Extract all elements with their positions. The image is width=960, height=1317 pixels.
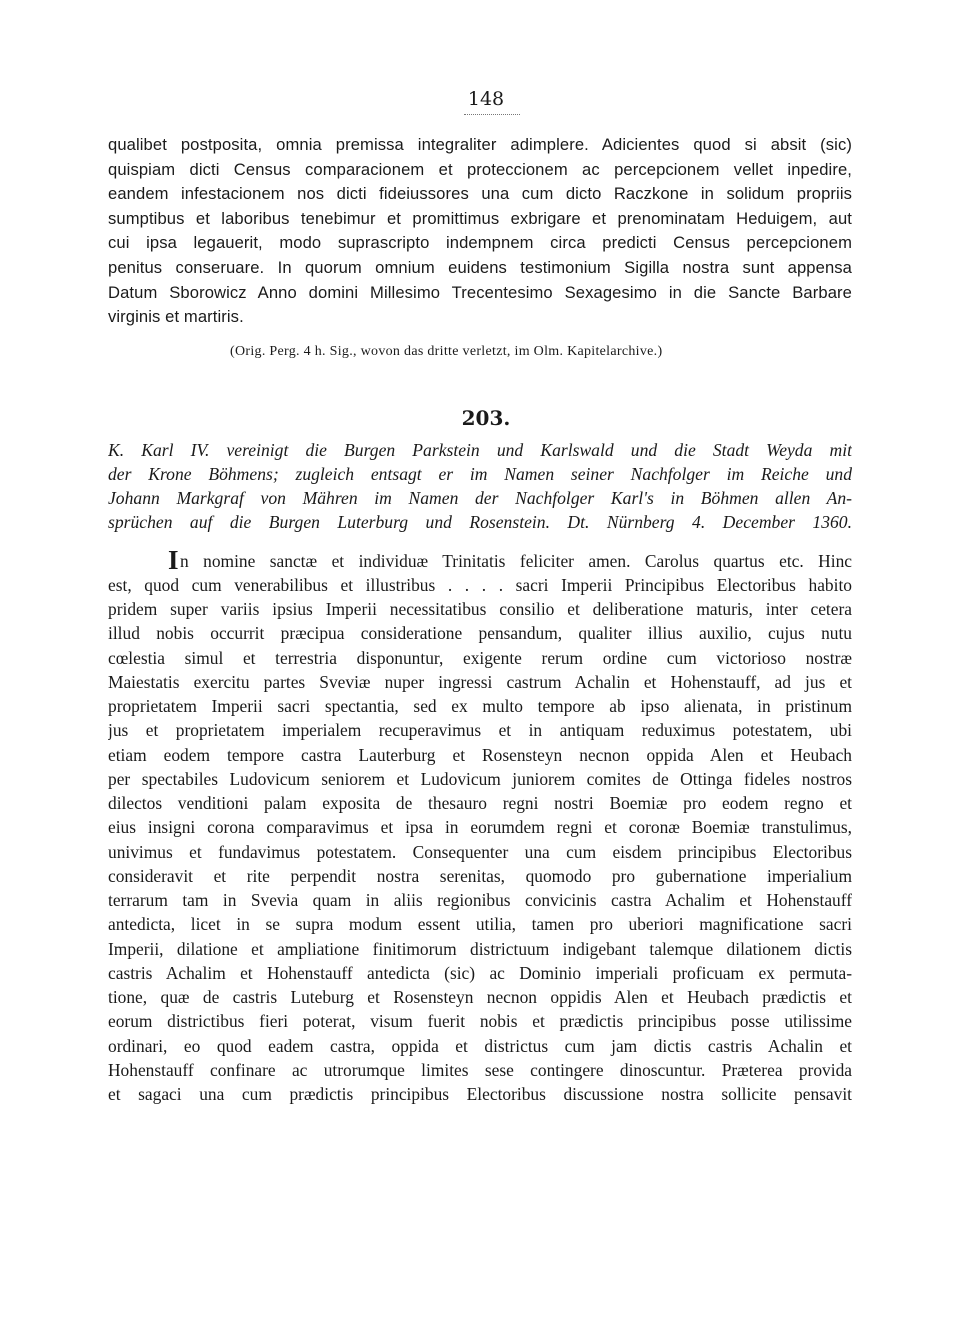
text-line: qualibet postposita, omnia premissa integraliter adimplere. Adicientes quod si absit (sic) <box>108 135 852 154</box>
regest-line: Johann Markgraf von Mähren im Namen der Nachfolger Karl's in Böhmen allen An- <box>108 488 852 509</box>
body-line: Imperii, dilatione et ampliatione finitimorum districtuum indigebant talemque dilationem dictis <box>108 938 852 959</box>
body-line: est, quod cum venerabilibus et illustribus . . . . sacri Imperii Principibus Electoribus habito <box>108 574 852 595</box>
document-number: 203. <box>461 405 511 430</box>
text-line: penitus conseruare. In quorum omnium euidens testimonium Sigilla nostra sunt appensa <box>108 257 852 277</box>
body-line: proprietatem Imperii sacri spectantia, sed ex multo tempore ab ipso alienata, in pristinum <box>108 696 852 717</box>
text-line: eandem infestacionem nos dicti fideiussores una cum dicto Raczkone in solidum propriis <box>108 184 852 204</box>
regest-line: sprüchen auf die Burgen Luterburg und Rosenstein. Dt. Nürnberg 4. December 1360. <box>108 512 852 533</box>
body-first-line <box>108 549 852 573</box>
body-line: et sagaci una cum prædictis principibus Electoribus discussione nostra sollicite pensavit <box>108 1084 852 1105</box>
document-page <box>108 88 852 1106</box>
body-line: univimus et fundavimus potestatem. Consequenter una cum eisdem principibus Electoribus <box>108 841 852 862</box>
body-line: eius insigni corona comparavimus et ipsa in eorumdem regni et coronæ Boemiæ transtulimus, <box>108 817 852 838</box>
text-line: cui ipsa legauerit, modo suprascripto indempnem circa predicti Census percepcionem <box>108 233 852 253</box>
body-line: antedicta, licet in se supra modum essent utilia, tamen pro uberiori magnificatione sacri <box>108 914 852 935</box>
body-line: Maiestatis exercitu partes Sveviæ nuper ingressi castrum Achalin et Hohenstauff, ad jus et <box>108 671 852 692</box>
body-line: etiam eodem tempore castra Lauterburg et Rosensteyn necnon oppida Alen et Heubach <box>108 744 852 765</box>
regest-line: K. Karl IV. vereinigt die Burgen Parkstein und Karlswald und die Stadt Weyda mit <box>108 439 852 460</box>
regest-line: der Krone Böhmens; zugleich entsagt er im Namen seiner Nachfolger im Reiche und <box>108 463 852 484</box>
body-line: tione, quæ de castris Luteburg et Rosensteyn necnon oppidis Alen et Heubach prædictis et <box>108 987 852 1008</box>
body-line: jus et proprietatem imperialem recuperavimus et in antiquam reduximus potestatem, ubi <box>108 720 852 741</box>
body-line: ordinari, eo quod eadem castra, oppida et districtus cum jam dictis castris Achalin et <box>108 1035 852 1056</box>
page-number-rule <box>464 114 520 115</box>
text-line: virginis et martiris. <box>108 307 244 327</box>
body-line: eorum districtibus fieri poterat, visum fuerit nobis et prædictis principibus posse utilissime <box>108 1011 852 1032</box>
text-line: Datum Sborowicz Anno domini Millesimo Trecentesimo Sexagesimo in die Sancte Barbare <box>108 282 852 302</box>
first-line-text: n nomine sanctæ et individuæ Trinitatis feliciter amen. Carolus quartus etc. Hinc <box>180 550 852 571</box>
text-line: sumptibus et laboribus tenebimur et promittimus exbrigare et prenominatam Heduigem, aut <box>108 208 852 228</box>
body-line: cœlestia simul et terrestria disponuntur, exigente rerum ordine cum victorioso nostræ <box>108 647 852 668</box>
body-line: dilectos venditioni palam exposita de thesauro regni nostri Boemiæ pro eodem regno et <box>108 793 852 814</box>
body-line: Hohenstauff confinare ac utrorumque limites sese contingere dinoscuntur. Præterea provida <box>108 1059 852 1080</box>
document-regest <box>108 438 852 535</box>
previous-document-text <box>108 133 852 330</box>
initial-letter: I <box>168 548 179 573</box>
body-line: castris Achalim et Hohenstauff antedicta (sic) ac Dominio imperiali proficuam ex permuta- <box>108 962 852 983</box>
source-note: (Orig. Perg. 4 h. Sig., wovon das dritte verletzt, im Olm. Kapitelarchive.) <box>230 343 663 359</box>
text-line: quispiam dicti Census comparacionem et proteccionem ac percepcionem vellet inpedire, <box>108 159 852 179</box>
body-line: pridem super variis ipsius Imperii necessitatibus consilio et deliberatione maturis, inter cetera <box>108 599 852 620</box>
body-line: terrarum tam in Svevia quam in aliis regionibus convicinis castra Achalim et Hohenstauff <box>108 890 852 911</box>
body-line: illud nobis occurrit præcipua consideratione pensandum, qualiter illius auxilio, cujus nutu <box>108 623 852 644</box>
page-number: 148 <box>467 88 505 110</box>
body-line: per spectabiles Ludovicum seniorem et Ludovicum juniorem comites de Ottinga fideles nostros <box>108 768 852 789</box>
document-body <box>108 549 852 1107</box>
body-line: consideravit et rite perpendit nostra serenitas, quomodo pro gubernatione imperialium <box>108 865 852 886</box>
